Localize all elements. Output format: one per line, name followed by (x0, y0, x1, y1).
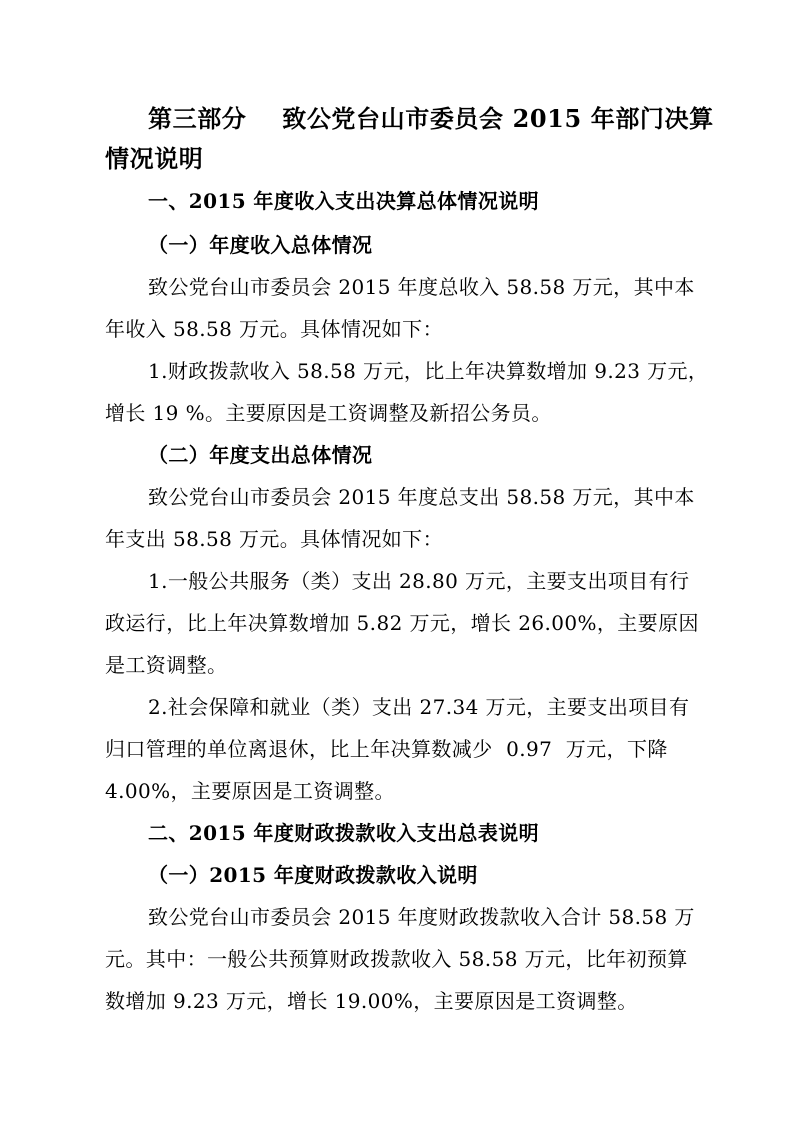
sub2-heading: （二）年度支出总体情况 (148, 443, 373, 467)
sub1-heading: （一）年度收入总体情况 (148, 233, 373, 257)
sub3-heading: （一）2015 年度财政拨款收入说明 (148, 863, 478, 887)
document-title-line2: 情况说明 (105, 144, 204, 173)
paragraph-6-line-3: 数增加 9.23 万元，增长 19.00%，主要原因是工资调整。 (105, 989, 638, 1013)
paragraph-1-line-2: 年收入 58.58 万元。具体情况如下： (105, 317, 443, 341)
paragraph-2-line-1: 1.财政拨款收入 58.58 万元，比上年决算数增加 9.23 万元， (148, 359, 709, 383)
paragraph-3-line-1: 致公党台山市委员会 2015 年度总支出 58.58 万元，其中本 (148, 485, 695, 509)
section2-heading: 二、2015 年度财政拨款收入支出总表说明 (148, 821, 540, 845)
paragraph-5-line-2: 归口管理的单位离退休，比上年决算数减少 0.97 万元，下降 (105, 737, 668, 761)
paragraph-6-line-1: 致公党台山市委员会 2015 年度财政拨款收入合计 58.58 万 (148, 905, 695, 929)
paragraph-4-line-2: 政运行，比上年决算数增加 5.82 万元，增长 26.00%，主要原因 (105, 611, 699, 635)
paragraph-4-line-3: 是工资调整。 (105, 653, 228, 677)
paragraph-5-line-3: 4.00%，主要原因是工资调整。 (105, 779, 395, 803)
paragraph-4-line-1: 1.一般公共服务（类）支出 28.80 万元，主要支出项目有行 (148, 569, 690, 593)
paragraph-1-line-1: 致公党台山市委员会 2015 年度总收入 58.58 万元，其中本 (148, 275, 695, 299)
paragraph-3-line-2: 年支出 58.58 万元。具体情况如下： (105, 527, 443, 551)
paragraph-5-line-1: 2.社会保障和就业（类）支出 27.34 万元，主要支出项目有 (148, 695, 690, 719)
paragraph-2-line-2: 增长 19 %。主要原因是工资调整及新招公务员。 (105, 401, 552, 425)
document-title-line1: 第三部分 致公党台山市委员会 2015 年部门决算 (148, 104, 714, 133)
section1-heading: 一、2015 年度收入支出决算总体情况说明 (148, 189, 540, 213)
paragraph-6-line-2: 元。其中：一般公共预算财政拨款收入 58.58 万元，比年初预算 (105, 947, 688, 971)
